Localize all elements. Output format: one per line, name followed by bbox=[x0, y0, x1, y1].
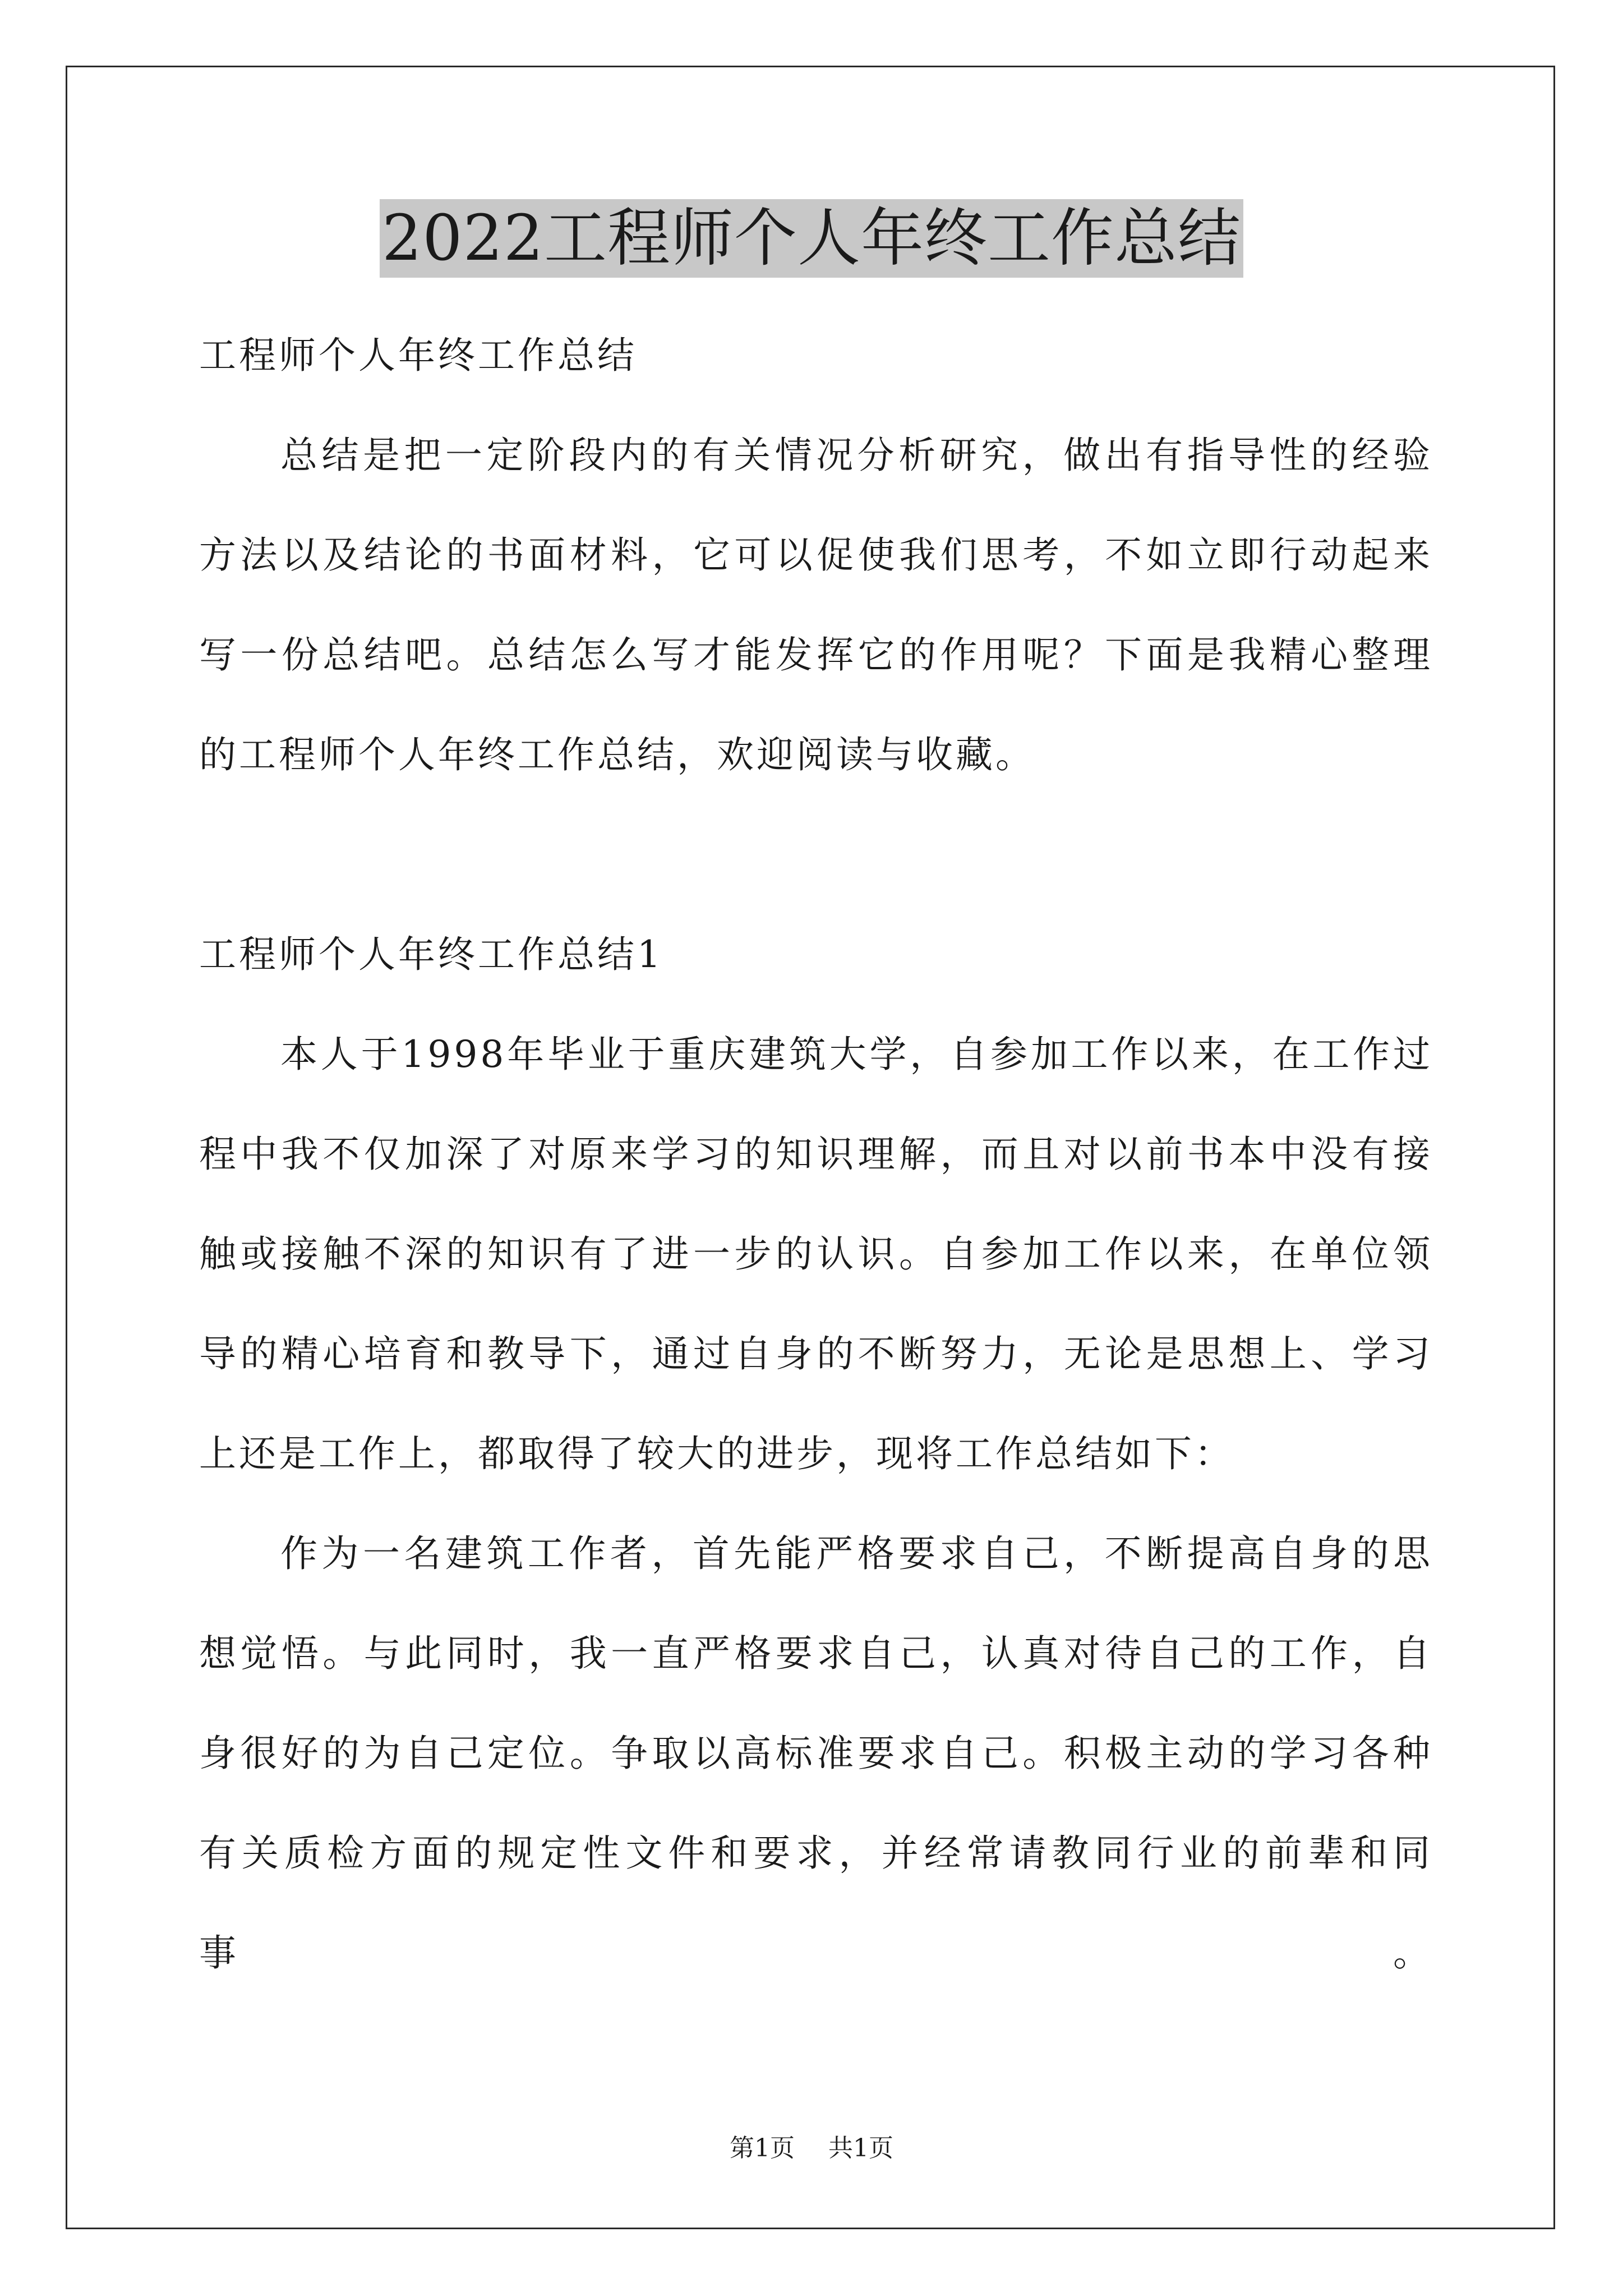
paragraph-line: 本人于1998年毕业于重庆建筑大学，自参加工作以来，在工作过 bbox=[280, 1033, 1433, 1076]
document-body bbox=[199, 306, 1433, 1975]
paragraph-line: 程中我不仅加深了对原来学习的知识理解，而且对以前书本中没有接 bbox=[199, 1133, 1433, 1176]
page-footer bbox=[0, 2132, 1623, 2165]
intro-line: 的工程师个人年终工作总结，欢迎阅读与收藏。 bbox=[199, 733, 1035, 776]
page-total: 共1页 bbox=[828, 2134, 893, 2162]
intro-line: 写一份总结吧。总结怎么写才能发挥它的作用呢？下面是我精心整理 bbox=[199, 633, 1433, 677]
paragraph-line: 作为一名建筑工作者，首先能严格要求自己，不断提高自身的思 bbox=[280, 1532, 1433, 1575]
document-title: 2022工程师个人年终工作总结 bbox=[380, 199, 1243, 278]
intro-heading: 工程师个人年终工作总结 bbox=[199, 334, 637, 377]
paragraph-line: 导的精心培育和教导下，通过自身的不断努力，无论是思想上、学习 bbox=[199, 1332, 1433, 1375]
page-number: 第1页 bbox=[730, 2134, 795, 2162]
paragraph-line: 上还是工作上，都取得了较大的进步，现将工作总结如下： bbox=[199, 1432, 1234, 1475]
intro-line: 总结是把一定阶段内的有关情况分析研究，做出有指导性的经验 bbox=[280, 434, 1433, 477]
paragraph-line: 想觉悟。与此同时，我一直严格要求自己，认真对待自己的工作，自 bbox=[199, 1632, 1433, 1675]
paragraph-line: 触或接触不深的知识有了进一步的认识。自参加工作以来，在单位领 bbox=[199, 1232, 1433, 1276]
section-heading: 工程师个人年终工作总结1 bbox=[199, 933, 663, 976]
intro-line: 方法以及结论的书面材料，它可以促使我们思考，不如立即行动起来 bbox=[199, 533, 1433, 577]
paragraph-line: 身很好的为自己定位。争取以高标准要求自己。积极主动的学习各种 bbox=[199, 1732, 1433, 1775]
paragraph-line: 有关质检方面的规定性文件和要求，并经常请教同行业的前辈和同事。 bbox=[199, 1832, 1433, 1975]
title-container bbox=[0, 199, 1623, 278]
section-gap bbox=[199, 805, 1433, 905]
